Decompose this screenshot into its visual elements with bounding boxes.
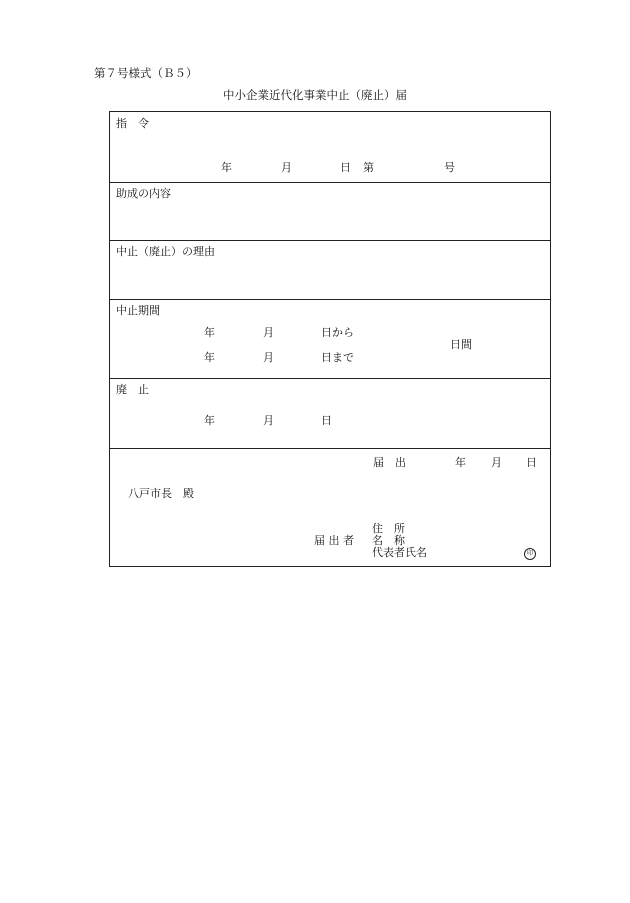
directive-label: 指 令 (116, 117, 149, 130)
submission-year[interactable]: 年 (455, 456, 466, 469)
representative-name-field[interactable]: 代表者氏名 (372, 546, 427, 559)
row-divider (110, 182, 550, 183)
directive-number-field[interactable]: 号 (444, 161, 455, 174)
row-divider (110, 240, 550, 241)
form-number-label: 第７号様式（Ｂ５） (94, 66, 198, 80)
directive-day-field[interactable]: 日 (340, 161, 351, 174)
abolition-day[interactable]: 日 (321, 414, 332, 427)
period-to-day[interactable]: 日まで (321, 351, 354, 364)
submitter-label: 届 出 者 (314, 534, 354, 547)
subsidy-content-label: 助成の内容 (116, 187, 171, 200)
abolition-year[interactable]: 年 (204, 414, 215, 427)
period-days-field[interactable]: 日間 (450, 338, 472, 351)
row-divider (110, 378, 550, 379)
seal-mark: 印 (524, 548, 536, 560)
abolition-month[interactable]: 月 (263, 414, 274, 427)
reason-field[interactable] (110, 260, 550, 297)
suspension-period-label: 中止期間 (116, 304, 160, 317)
submission-date-label: 届 出 (373, 456, 406, 469)
addressee: 八戸市長 殿 (128, 487, 194, 500)
period-from-month[interactable]: 月 (263, 326, 274, 339)
address-field[interactable]: 住 所 (372, 522, 405, 535)
reason-label: 中止（廃止）の理由 (116, 245, 215, 258)
subsidy-content-field[interactable] (110, 202, 550, 238)
period-from-day[interactable]: 日から (321, 326, 354, 339)
form-table (109, 111, 551, 567)
submission-day[interactable]: 日 (526, 456, 537, 469)
period-to-month[interactable]: 月 (263, 351, 274, 364)
row-divider (110, 448, 550, 449)
directive-dai-label: 第 (363, 161, 374, 174)
document-title: 中小企業近代化事業中止（廃止）届 (223, 88, 407, 102)
period-to-year[interactable]: 年 (204, 351, 215, 364)
company-name-field[interactable]: 名 称 (372, 534, 405, 547)
period-from-year[interactable]: 年 (204, 326, 215, 339)
seal-icon (524, 546, 536, 560)
directive-year-field[interactable]: 年 (221, 161, 232, 174)
row-divider (110, 299, 550, 300)
abolition-label: 廃 止 (116, 383, 149, 396)
submission-month[interactable]: 月 (491, 456, 502, 469)
directive-month-field[interactable]: 月 (281, 161, 292, 174)
